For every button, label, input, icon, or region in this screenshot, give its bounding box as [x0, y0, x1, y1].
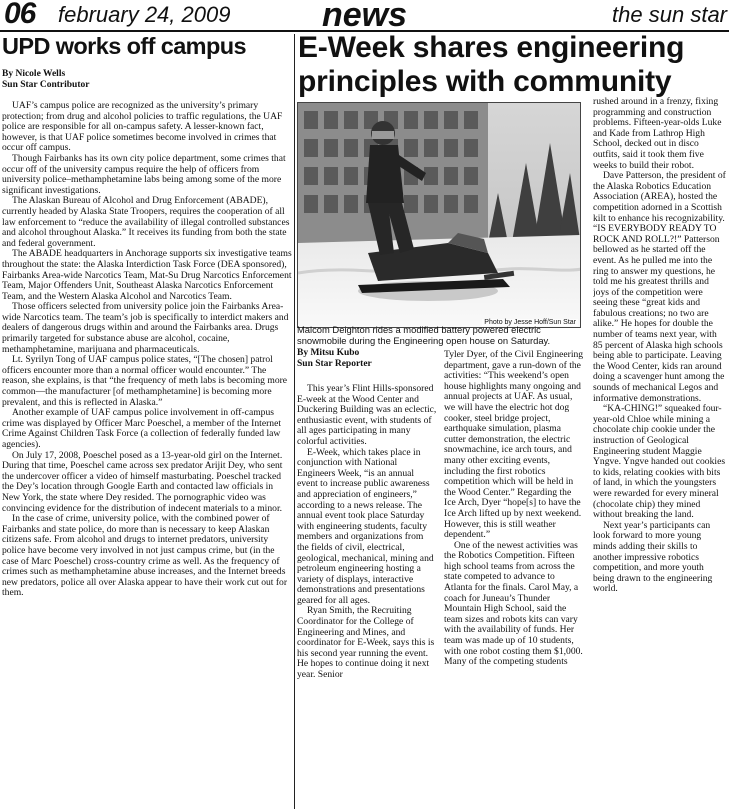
newspaper-name: the sun star: [612, 2, 727, 27]
paragraph: The Alaskan Bureau of Alcohol and Drug Enforcement (ABADE), currently headed by Alaska State Troopers, requires the cooperation of all law enforcement to “reduce the availability of illegal controlled substances and alcohol throughout Alaska.” It receives its funding from both the state and federal government.: [2, 195, 290, 249]
paragraph: In the case of crime, university police, with the combined power of Fairbanks and state police, do more than is necessary to keep Alaskan citizens safe. From alcohol and drugs to internet predators, university police have become very involved in not just campus crime, but (in the case of Marc Poeschel) cross-country crime as well. As the frequency of crimes such as methamphetamine abuse increases, and the Internet breeds new predators, police all over Alaska appear to have their work cut out for them.: [2, 513, 288, 599]
paragraph: Dave Patterson, the president of the Alaska Robotics Education Association (AREA), hosted the competition adorned in a Scottish kilt to enhance his recognizability. “IS EVERYBODY READY TO ROCK AND ROLL?!” Patterson bellowed as he started off the event. As he pulled me into the ring to answer my questions, he told me his greatest thrills and joys of the competition were seeing these “great kids and fabulous creations; no two are alike.” He hopes for double the number of teams next year, with 85 percent of Alaska high schools being able to participate. Leaving the Wood Center, kids ran around doing a scavenger hunt among the sounds of mechanical Legos and informative demonstrations.: [593, 170, 726, 404]
byline-role: Sun Star Contributor: [2, 80, 90, 90]
paragraph: E-Week, which takes place in conjunction with National Engineers Week, “is an annual event to increase public awareness and appreciation of engineers,” according to a news release. The annual event took place Saturday with engineering students, faculty members and organizations from the fields of civil, electrical, geological, mechanical, mining and petroleum engineering hosting a variety of displays, interactive demonstrations and presentations geared for all ages.: [297, 446, 434, 606]
paragraph: Those officers selected from university police join the Fairbanks Area-wide Narcotics team. The team’s job is specifically to interdict makers and dealers of dangerous drugs within and around the Fairbanks area. Drugs primarily targeted for substance abuse are alcohol, cocaine, methamphetamine, marijuana and pharmaceuticals.: [2, 301, 289, 355]
article-body-eweek-col1: [297, 384, 437, 809]
byline-eweek: [297, 348, 437, 370]
headline-upd: UPD works off campus: [2, 33, 246, 59]
photo-credit: Photo by Jesse Hoff/Sun Star: [484, 319, 576, 326]
page-folio: [0, 0, 729, 32]
paragraph: Though Fairbanks has its own city police department, some crimes that occur off of the university campus require the help of officers from university police–methamphetamine labs being among some of the more significant investigations.: [2, 152, 286, 196]
paragraph: One of the newest activities was the Robotics Competition. Fifteen high school teams from across the state competed to advance to Atlanta for the finals. Carol May, a coach for Juneau’s Thunder Mountain High School, said the team sizes and robots kits can vary with the availability of funds. Her team was made up of 10 students, with one robot costing them $1,000. Many of the competing students: [444, 539, 583, 668]
paragraph: Next year’s participants can look forward to more young minds adding their skills to another impressive robotics competition, and more youth being drawn to the engineering world.: [593, 519, 713, 595]
paragraph: “KA-CHING!” squeaked four-year-old Chloe while mining a chocolate chip cookie under the instruction of Geological Engineering student Maggie Yngve. Yngve handed out cookies to kids, relating cookies with bits of land, in which the youngsters were rewarded for every mineral (chocolate chip) they mined without breaking the land.: [593, 403, 726, 521]
section-name: news: [322, 0, 408, 34]
article-body-eweek-col2: [444, 350, 584, 809]
byline-role: Sun Star Reporter: [297, 359, 372, 369]
byline-author: By Nicole Wells: [2, 69, 66, 79]
snowmobile-photo: [297, 102, 581, 328]
paragraph: Lt. Syrilyn Tong of UAF campus police states, “[The chosen] patrol officers encounter more than a normal officer would encounter.” The reason, she explains, is that “the frequency of meth labs is becoming more common—the manufacturer [of methamphetamine] is becoming more prevalent, and this is reflected in Alaska.”: [2, 354, 288, 408]
paragraph: On July 17, 2008, Poeschel posed as a 13-year-old girl on the Internet. During that time, Poeschel came across sex predator Arijit Dey, who sent the undercover officer a video of himself masturbating. Poeschel tracked the Dey’s location through Google Earth and contacted law officials in New York, the state where Dey resided. The pornographic video was convincing evidence for the distribution of indecent materials to a minor.: [2, 449, 283, 514]
column-divider: [294, 34, 295, 809]
issue-date: february 24, 2009: [58, 2, 231, 27]
paragraph: Tyler Dyer, of the Civil Engineering department, gave a run-down of the activities: “This weekend’s open house highlights many ongoing and annual projects at UAF. As usual, we will have the electric hot dog cooker, steel bridge project, earthquake simulation, plasma cutter demonstration, the electric snowmachine, ice arch tours, and many other exciting events, including the first robotics competition which will be held in the Wood Center.” Regarding the Ice Arch, Dyer “hope[s] to have the Ice Arch lifted up by next weekend. However, this is still weather dependent.”: [444, 350, 584, 541]
page-number: 06: [4, 0, 36, 30]
paragraph: This year’s Flint Hills-sponsored E-week at the Wood Center and Duckering Building was an eclectic, enthusiastic event, with students of all ages participating in many colorful activities.: [297, 384, 437, 447]
paragraph: UAF’s campus police are recognized as the university’s primary protection; from drug and alcohol policies to traffic regulations, the UAF police are responsible for all on-campus safety. A lesser-known fact, however, is that UAF police sometimes become involved in crimes that occur off campus.: [2, 101, 283, 154]
byline-upd: [2, 69, 292, 91]
paragraph: Ryan Smith, the Recruiting Coordinator for the College of Engineering and Mines, and coordinator for E-Week, says this is his second year running the event. He hopes to continue doing it next year. Senior: [297, 605, 435, 681]
paragraph: The ABADE headquarters in Anchorage supports six investigative teams throughout the state: the Alaska Interdiction Task Force (DEA sponsored), Fairbanks Area-wide Narcotics Team, Mat-Su Drug Narcotics Enforcement Team, Major Offenders Unit, Southeast Alaska Narcotics Enforcement Team, and the Western Alaska Alcohol and Narcotics Team.: [2, 248, 292, 302]
headline-eweek: E-Week shares engineering principles with community: [298, 31, 685, 98]
snowmobile-photo-illustration: [298, 103, 581, 328]
paragraph: rushed around in a frenzy, fixing programming and construction problems. Fifteen-year-olds Luke and Kade from Lathrop High School, decked out in disco outfits, said it took them five weeks to build their robot.: [593, 97, 722, 171]
article-body-eweek-col3: [593, 97, 727, 809]
article-body-upd: [2, 101, 292, 809]
byline-author: By Mitsu Kubo: [297, 348, 360, 358]
photo-caption: Malcom Deighton rides a modified battery powered electric snowmobile during the Engineering open house on Saturday.: [297, 324, 551, 347]
paragraph: Another example of UAF campus police involvement in off-campus crime was displayed by Officer Marc Poeschel, a member of the Internet Crime Against Children Task Force (a collection of federally funded law agencies).: [2, 407, 282, 450]
